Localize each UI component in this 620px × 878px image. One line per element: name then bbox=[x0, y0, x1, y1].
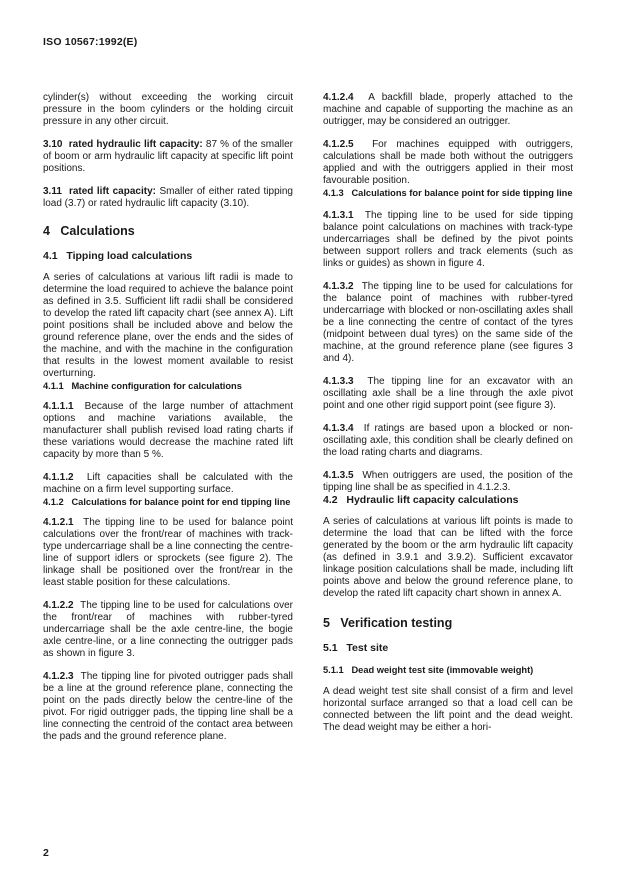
paragraph-4-1-3-5: 4.1.3.5 When outriggers are used, the position of the tipping line shall be as specified in 4.1.2.3. bbox=[323, 470, 573, 493]
paragraph-4-1-1-2: 4.1.1.2 Lift capacities shall be calculated with the machine on a firm level supporting surface. bbox=[43, 472, 293, 495]
paragraph-4-1-2-1: 4.1.2.1 The tipping line to be used for balance point calculations over the front/rear of machines with track-type undercarriage shall be a line connecting the centre-line of support idlers or sprockets (see figure 2). The linkage shall be positioned over the front/rear in the least stable position for these calculations. bbox=[43, 517, 293, 588]
document-header: ISO 10567:1992(E) bbox=[43, 36, 138, 48]
section-heading-4: 4 Calculations bbox=[43, 224, 135, 238]
section-heading-4-1-3: 4.1.3 Calculations for balance point for side tipping line bbox=[323, 188, 573, 198]
paragraph-5-1-1: A dead weight test site shall consist of a firm and level horizontal surface arranged so that a load cell can be connected between the lift point and the dead weight. The dead weight may be either a hori- bbox=[323, 686, 573, 733]
paragraph-4-1-3-4: 4.1.3.4 If ratings are based upon a blocked or non-oscillating axle, this condition shall be clearly defined on the load rating charts and diagrams. bbox=[323, 423, 574, 458]
paragraph-4-1: A series of calculations at various lift radii is made to determine the load required to achieve the balance point as defined in 3.5. Sufficient lift radii shall be considered to develop the rated lift capacity chart (see annex A). Lift point positions shall be included above and below the ground reference plane, over the ends and the sides of the machine, and with the machine in the configuration that results in the lowest moment available to resist overturning. bbox=[43, 272, 293, 379]
definition-text: 87 % of the smaller of boom or arm hydraulic lift capacity at specific lift point positions. bbox=[43, 139, 293, 174]
section-heading-4-1: 4.1 Tipping load calculations bbox=[43, 250, 193, 262]
page-number: 2 bbox=[43, 847, 49, 859]
definition-3-10 bbox=[43, 139, 293, 175]
paragraph-4-1-3-2: 4.1.3.2 The tipping line to be used for calculations for the balance point of machines with rubber-tyred undercarriage with blocked or non-oscillating axles shall be a line connecting the centre of contact of the tyres (midpoint between dual tyres) on the same side of the machine, at the ground reference plane (see figures 3 and 4). bbox=[323, 281, 574, 364]
section-heading-4-1-2: 4.1.2 Calculations for balance point for end tipping line bbox=[43, 497, 291, 507]
paragraph-4-1-2-5: 4.1.2.5 For machines equipped with outriggers, calculations shall be made both without the outriggers applied and with the outriggers applied in their most favourable position. bbox=[323, 139, 574, 186]
definition-number: 3.11 bbox=[43, 186, 62, 197]
right-column bbox=[323, 92, 573, 734]
definition-number: 3.10 bbox=[43, 139, 63, 150]
definition-3-11 bbox=[43, 186, 293, 210]
paragraph-4-1-2-2: 4.1.2.2 The tipping line to be used for calculations over the front/rear of machines with rubber-tyred undercarriage shall be the axle centre-line, the bogie axle centre-line, or a line connecting the outrigger pads as shown in figure 3. bbox=[43, 600, 294, 659]
definition-text: Smaller of either rated tipping load (3.7) or rated hydraulic lift capacity (3.10). bbox=[43, 186, 293, 209]
paragraph-4-1-3-3: 4.1.3.3 The tipping line for an excavator with an oscillating axle shall be a line through the axle pivot point and one other rigid support point (see figure 3). bbox=[323, 376, 573, 411]
paragraph-4-1-2-3: 4.1.2.3 The tipping line for pivoted outrigger pads shall be a line at the ground reference plane, connecting the point on the pads directly below the centre-line of the pivot. For rigid outrigger pads, the tipping line shall be a line connecting the centroid of the contact area between the pads and the ground reference plane. bbox=[43, 671, 293, 742]
paragraph-4-1-1-1: 4.1.1.1 Because of the large number of attachment options and machine variations available, the manufacturer shall publish revised load rating charts if these variations would decrease the machine rated lift capacity by more than 5 %. bbox=[43, 401, 293, 460]
definition-term: rated hydraulic lift capacity: bbox=[68, 139, 203, 150]
paragraph-4-2: A series of calculations at various lift points is made to determine the load that can be lifted with the force generated by the boom or the arm hydraulic lift capacity (as defined in 3.9.1 and 3.9.2). Sufficient excavator linkage position calculations shall be made, including lift points above and below the ground reference plane, to develop the rated lift capacity chart shown in annex A. bbox=[323, 516, 573, 599]
section-heading-5-1-1: 5.1.1 Dead weight test site (immovable weight) bbox=[323, 665, 534, 675]
definition-term: rated lift capacity: bbox=[68, 186, 156, 197]
paragraph-4-1-2-4: 4.1.2.4 A backfill blade, properly attached to the machine and capable of supporting the machine as an outrigger, may be considered an outrigger. bbox=[323, 92, 573, 127]
section-heading-4-1-1: 4.1.1 Machine configuration for calculations bbox=[43, 381, 242, 391]
paragraph-intro: cylinder(s) without exceeding the working circuit pressure in the boom cylinders or the holding circuit pressure in any other circuit. bbox=[43, 92, 293, 127]
section-heading-4-2: 4.2 Hydraulic lift capacity calculations bbox=[323, 494, 519, 506]
section-heading-5: 5 Verification testing bbox=[323, 616, 453, 630]
section-heading-5-1: 5.1 Test site bbox=[323, 642, 389, 654]
paragraph-4-1-3-1: 4.1.3.1 The tipping line to be used for side tipping balance point calculations on machines with track-type undercarriages shall be defined by the pivot points between support rollers and track elements (such as links or guides) as shown in figure 4. bbox=[323, 210, 574, 269]
left-column bbox=[43, 92, 293, 743]
